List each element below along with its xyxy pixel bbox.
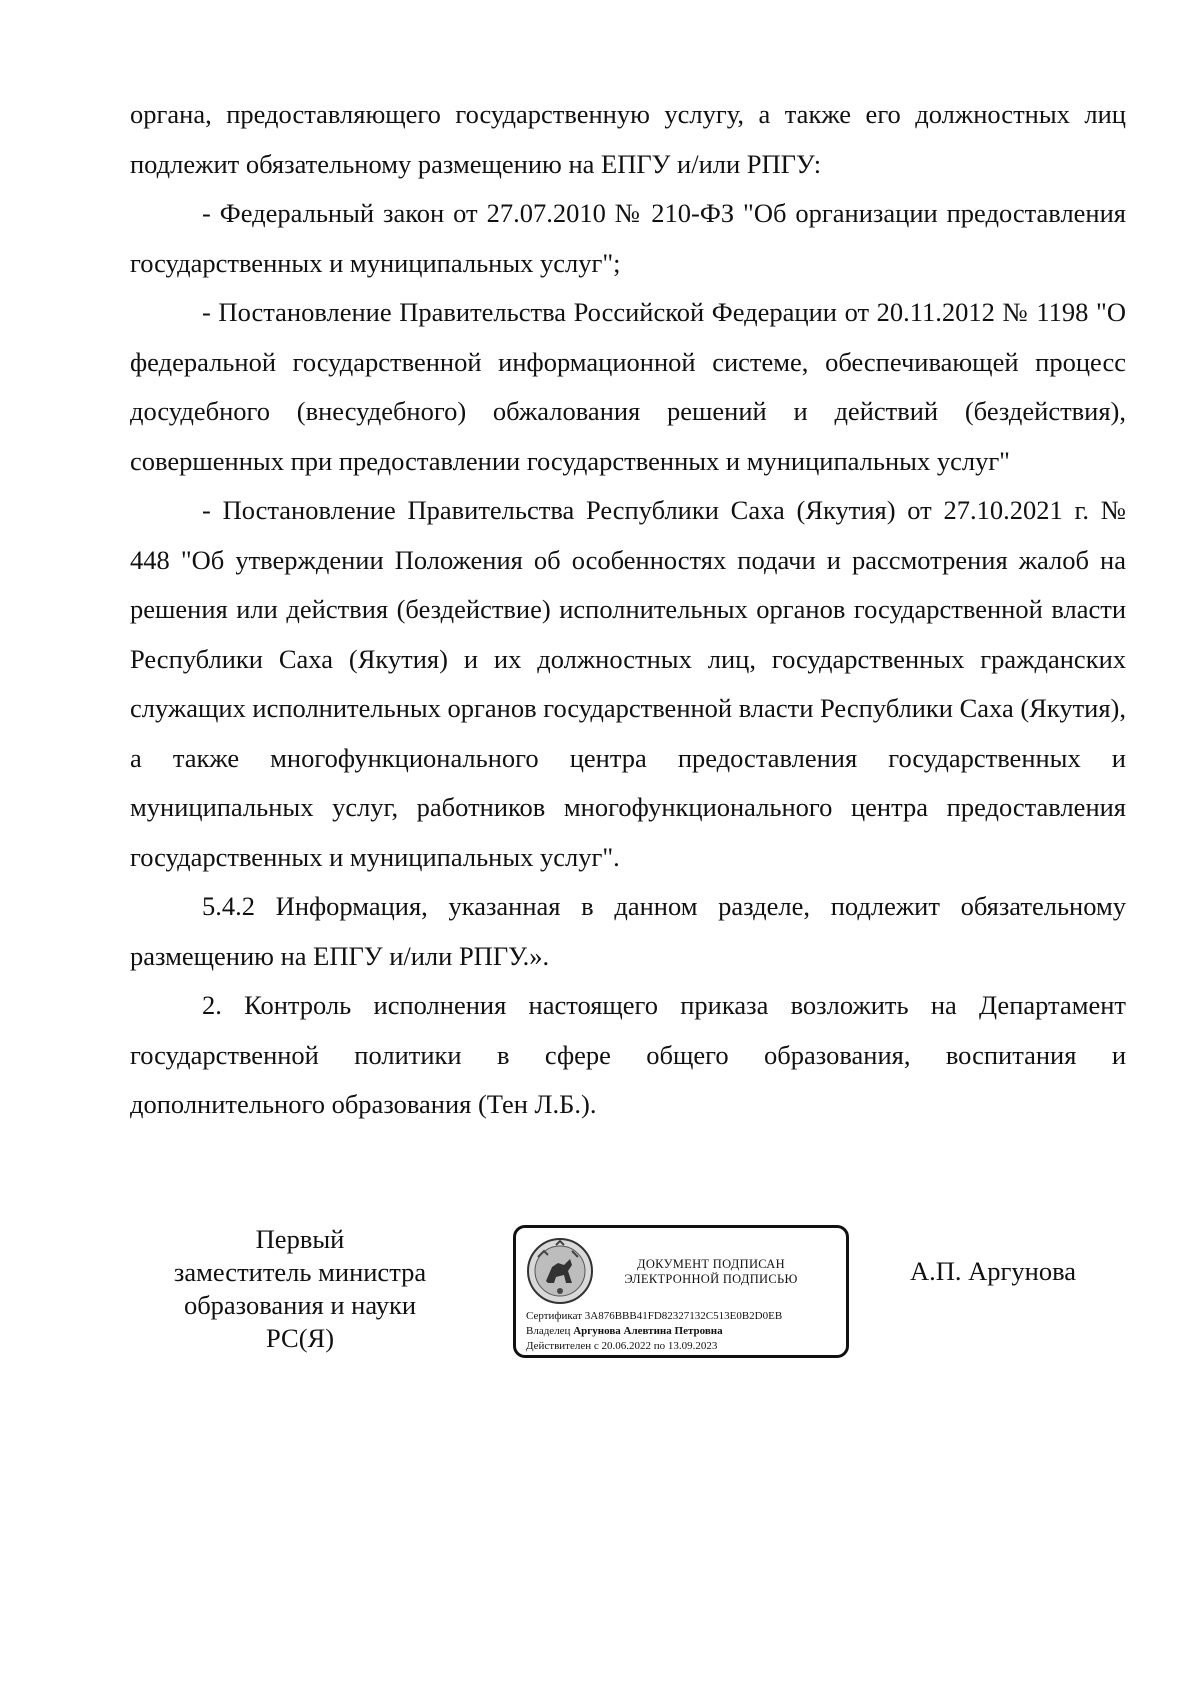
validity-line: Действителен с 20.06.2022 по 13.09.2023 xyxy=(526,1340,718,1352)
signer-position xyxy=(150,1223,450,1355)
signer-name: А.П. Аргунова xyxy=(910,1256,1077,1286)
signer-position-line: заместитель министра xyxy=(173,1257,427,1287)
signer-position-line: образования и науки xyxy=(183,1290,417,1320)
stamp-title: ДОКУМЕНТ ПОДПИСАН ЭЛЕКТРОННОЙ ПОДПИСЬЮ xyxy=(624,1257,798,1286)
electronic-signature-stamp xyxy=(513,1225,849,1358)
owner-line: Владелец Аргунова Алевтина Петровна xyxy=(526,1325,723,1337)
document-body xyxy=(130,90,1126,1130)
signer-position-line: Первый xyxy=(255,1224,345,1254)
coat-of-arms-icon xyxy=(526,1237,594,1305)
paragraph: - Постановление Правительства Российской Федерации от 20.11.2012 № 1198 "О федеральной государственной информационной системе, обеспечивающей процесс досудебного (внесудебного) обжалования решений и действий (бездействия), совершенных при предоставлении государственных и муниципальных услуг" xyxy=(130,297,1126,476)
paragraph: - Постановление Правительства Республики Саха (Якутия) от 27.10.2021 г. № 448 "Об утверждении Положения об особенностях подачи и рассмотрения жалоб на решения или действия (бездействие) исполнительных органов государственной власти Республики Саха (Якутия) и их должностных лиц, государственных гражданских служащих исполнительных органов государственной власти Республики Саха (Якутия), а также многофункционального центра предоставления государственных и муниципальных услуг, работников многофункционального центра предоставления государственных и муниципальных услуг". xyxy=(130,495,1126,872)
paragraph: 2. Контроль исполнения настоящего приказа возложить на Департамент государственной политики в сфере общего образования, воспитания и дополнительного образования (Тен Л.Б.). xyxy=(130,990,1126,1119)
certificate-line: Сертификат 3A876BBB41FD82327132C513E0B2D0EB xyxy=(526,1310,783,1322)
signer-position-line: РС(Я) xyxy=(265,1323,335,1353)
paragraph: органа, предоставляющего государственную услугу, а также его должностных лиц подлежит обязательному размещению на ЕПГУ и/или РПГУ: xyxy=(130,99,1126,179)
paragraph: - Федеральный закон от 27.07.2010 № 210-ФЗ "Об организации предоставления государственных и муниципальных услуг"; xyxy=(130,198,1126,278)
paragraph: 5.4.2 Информация, указанная в данном разделе, подлежит обязательному размещению на ЕПГУ и/или РПГУ.». xyxy=(130,891,1126,971)
